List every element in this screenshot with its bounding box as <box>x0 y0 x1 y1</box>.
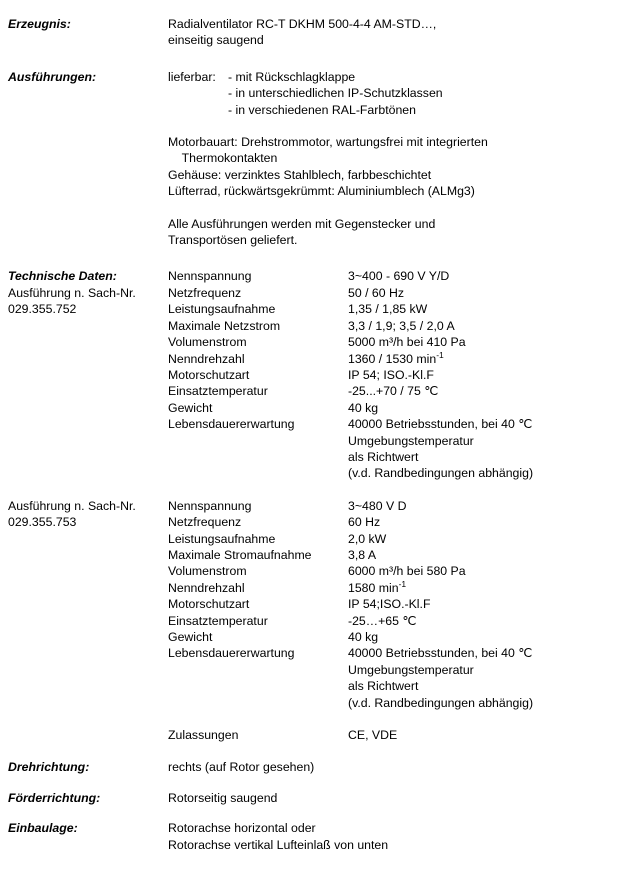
row-value: 60 Hz <box>348 515 381 530</box>
row-value: 3~400 - 690 V Y/D <box>348 269 450 284</box>
einbaulage-line-1: Rotorachse horizontal oder <box>168 821 316 836</box>
spacer-9 <box>0 806 620 820</box>
section-zulassungen <box>0 727 620 743</box>
row-value: 1,35 / 1,85 kW <box>348 302 428 317</box>
lieferumfang-line-2: Transportösen geliefert. <box>168 233 298 248</box>
spacer-5 <box>0 482 620 498</box>
section-ausfuehrungen <box>0 69 620 249</box>
section-body-einbaulage <box>168 820 620 853</box>
spacer-6 <box>0 711 620 727</box>
technische-daten-label-col-2 <box>0 498 168 531</box>
row-value: 40 kg <box>348 400 379 415</box>
row-name: Einsatztemperatur <box>168 384 268 399</box>
row-value: 3,3 / 1,9; 3,5 / 2,0 A <box>348 318 455 333</box>
spacer-1 <box>0 49 620 69</box>
row-name: Nennspannung <box>168 269 252 284</box>
section-label-erzeugnis: Erzeugnis: <box>8 17 71 31</box>
drehrichtung-value: rechts (auf Rotor gesehen) <box>168 760 315 775</box>
section-body-erzeugnis <box>168 16 620 49</box>
spacer-8 <box>0 776 620 790</box>
section-technische-daten <box>0 268 620 481</box>
row-value: 50 / 60 Hz <box>348 285 405 300</box>
section-label-ausfuehrungen: Ausführungen: <box>8 69 97 84</box>
row-name: Nenndrehzahl <box>168 351 245 366</box>
motorbauart-line-1: Motorbauart: Drehstrommotor, wartungsfrei mit integrierten <box>168 135 488 150</box>
row-name: Gewicht <box>168 400 213 415</box>
spacer-2 <box>168 118 620 134</box>
technische-daten-names-2 <box>168 498 348 662</box>
ausfuehrungen-bullet-3: - in verschiedenen RAL-Farbtönen <box>228 102 416 117</box>
nenndrehzahl-text: 1360 / 1530 min <box>348 351 437 366</box>
section-body-ausfuehrungen <box>168 69 620 249</box>
row-value: 40000 Betriebsstunden, bei 40 ℃ <box>348 417 533 432</box>
zulassungen-name <box>168 727 348 743</box>
row-name: Lebensdauererwartung <box>168 417 295 432</box>
row-value: IP 54; ISO.-Kl.F <box>348 367 434 382</box>
row-name: Maximale Stromaufnahme <box>168 547 312 562</box>
luefterrad-line: Lüfterrad, rückwärtsgekrümmt: Aluminiumblech (ALMg3) <box>168 184 475 199</box>
row-name: Zulassungen <box>168 728 239 743</box>
row-name: Leistungsaufnahme <box>168 302 276 317</box>
sach-nr-1-line-2: 029.355.752 <box>8 302 77 317</box>
row-value: 5000 m³/h bei 410 Pa <box>348 335 466 350</box>
ausfuehrungen-bullet-1: - mit Rückschlagklappe <box>228 69 356 84</box>
lebensdauer-trailer-3: (v.d. Randbedingungen abhängig) <box>348 466 534 481</box>
lebensdauer-2-trailer-3: (v.d. Randbedingungen abhängig) <box>348 695 534 710</box>
row-name: Volumenstrom <box>168 335 247 350</box>
row-name: Maximale Netzstrom <box>168 318 281 333</box>
section-erzeugnis <box>0 16 620 49</box>
row-name: Netzfrequenz <box>168 515 242 530</box>
row-name: Nenndrehzahl <box>168 580 245 595</box>
row-name: Einsatztemperatur <box>168 613 268 628</box>
section-technische-daten-2 <box>0 498 620 711</box>
sach-nr-2-line-1: Ausführung n. Sach-Nr. <box>8 498 136 513</box>
row-name: Motorschutzart <box>168 597 250 612</box>
gehaeuse-line: Gehäuse: verzinktes Stahlblech, farbbeschichtet <box>168 167 432 182</box>
row-name: Gewicht <box>168 630 213 645</box>
nenndrehzahl-text-2: 1580 min <box>348 580 399 595</box>
row-name: Leistungsaufnahme <box>168 531 276 546</box>
spacer-3 <box>168 200 620 216</box>
row-value: 3~480 V D <box>348 498 407 513</box>
lebensdauer-2-trailer-2: als Richtwert <box>348 679 419 694</box>
section-label-foerderrichtung: Förderrichtung: <box>8 790 101 805</box>
row-value: 40 kg <box>348 630 379 645</box>
row-value: 3,8 A <box>348 547 377 562</box>
row-name: Nennspannung <box>168 498 252 513</box>
technische-daten-names-1 <box>168 268 348 432</box>
sach-nr-2-line-2: 029.355.753 <box>8 515 77 530</box>
lebensdauer-trailer-1: Umgebungstemperatur <box>348 433 474 448</box>
spacer-4 <box>0 248 620 268</box>
section-label-drehrichtung: Drehrichtung: <box>8 760 90 775</box>
row-value: 40000 Betriebsstunden, bei 40 ℃ <box>348 646 533 661</box>
ausfuehrungen-intro: lieferbar: <box>168 69 216 84</box>
foerderrichtung-value: Rotorseitig saugend <box>168 790 278 805</box>
technische-daten-values-1 <box>348 268 620 481</box>
row-value: -25...+70 / 75 ℃ <box>348 384 439 399</box>
section-foerderrichtung <box>0 790 620 806</box>
row-value: -25…+65 ℃ <box>348 613 417 628</box>
ausfuehrungen-bullet-2: - in unterschiedlichen IP-Schutzklassen <box>228 86 443 101</box>
technische-daten-values-2 <box>348 498 620 711</box>
row-name: Volumenstrom <box>168 564 247 579</box>
spacer-top <box>0 0 620 16</box>
nenndrehzahl-exponent: -1 <box>436 349 444 360</box>
row-value-nenndrehzahl <box>348 580 620 596</box>
zulassungen-value <box>348 727 620 743</box>
lebensdauer-2-trailer-1: Umgebungstemperatur <box>348 662 474 677</box>
section-label-einbaulage: Einbaulage: <box>8 821 78 836</box>
motorbauart-line-2: Thermokontakten <box>168 151 278 166</box>
section-drehrichtung <box>0 759 620 775</box>
section-einbaulage <box>0 820 620 853</box>
row-value: CE, VDE <box>348 728 398 743</box>
row-name: Lebensdauererwartung <box>168 646 295 661</box>
spacer-7 <box>0 743 620 759</box>
row-value: 6000 m³/h bei 580 Pa <box>348 564 466 579</box>
row-value: 2,0 kW <box>348 531 387 546</box>
row-value-nenndrehzahl <box>348 351 620 367</box>
technische-daten-label-col <box>0 268 168 317</box>
row-name: Motorschutzart <box>168 367 250 382</box>
erzeugnis-line-2: einseitig saugend <box>168 33 264 48</box>
row-name: Netzfrequenz <box>168 285 242 300</box>
einbaulage-line-2: Rotorachse vertikal Lufteinlaß von unten <box>168 837 389 852</box>
section-body-drehrichtung <box>168 759 620 775</box>
nenndrehzahl-exponent-2: -1 <box>398 578 407 589</box>
sach-nr-1-line-1: Ausführung n. Sach-Nr. <box>8 285 136 300</box>
row-value: IP 54;ISO.-Kl.F <box>348 597 431 612</box>
section-label-technische-daten: Technische Daten: <box>8 269 117 284</box>
lebensdauer-trailer-2: als Richtwert <box>348 449 419 464</box>
section-body-foerderrichtung <box>168 790 620 806</box>
erzeugnis-line-1: Radialventilator RC-T DKHM 500-4-4 AM-STD…, <box>168 17 437 31</box>
lieferumfang-line-1: Alle Ausführungen werden mit Gegenstecker und <box>168 216 436 231</box>
